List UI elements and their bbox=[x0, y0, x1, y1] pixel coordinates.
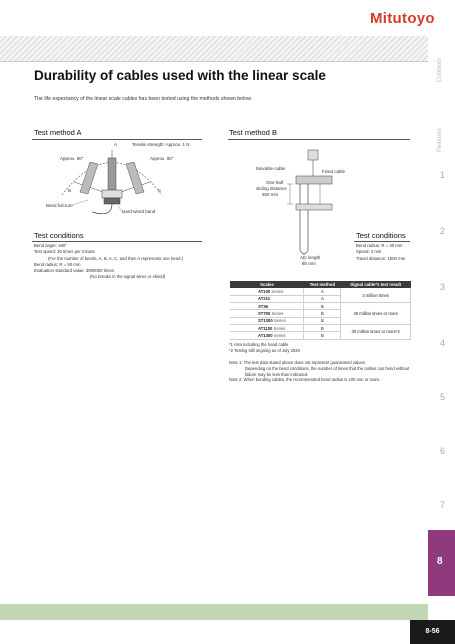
scale-cell: AT1300 Series bbox=[230, 332, 304, 339]
method-a-heading: Test method A bbox=[34, 128, 82, 137]
method-b-conditions-heading: Test conditions bbox=[356, 231, 406, 240]
note-line: Depending on the bend conditions, the number of times that the cables can bend without bbox=[245, 365, 410, 371]
condition-line: Bend angle: ±90° bbox=[34, 243, 67, 248]
method-a-conditions bbox=[34, 243, 183, 281]
condition-line: Speed: 2 m/s bbox=[356, 249, 382, 255]
footnote: *2 Testing still ongoing as of July 2020 bbox=[229, 347, 300, 353]
method-cell: B bbox=[304, 332, 341, 339]
method-b-label-movable: Movable cable bbox=[256, 166, 286, 171]
method-b-conditions bbox=[356, 243, 405, 262]
condition-line: Travel distance: 1000 mm bbox=[356, 255, 406, 261]
scale-cell: ST36 bbox=[230, 303, 304, 310]
method-cell: A bbox=[304, 295, 341, 302]
scale-cell: AT211 bbox=[230, 295, 304, 302]
note-line: failure may be less than indicated. bbox=[245, 371, 309, 377]
page-title: Durability of cables used with the linear scale bbox=[34, 68, 326, 83]
method-a-conditions-rule bbox=[32, 241, 202, 242]
note-line: Note 1: The test data stated above does not represent guaranteed values. bbox=[229, 360, 367, 365]
method-a-conditions-heading: Test conditions bbox=[34, 231, 84, 240]
chapter-sidebar bbox=[428, 0, 455, 644]
scale-cell: ST1300 Series bbox=[230, 317, 304, 324]
header-band bbox=[0, 36, 428, 62]
method-b-label-half-2: sliding distance bbox=[256, 186, 287, 191]
table-row bbox=[230, 324, 411, 331]
method-a-label-tensile: Tensile strength: Approx. 1 N bbox=[132, 142, 190, 147]
condition-line: Test speed: 30 times per minute bbox=[34, 249, 95, 255]
method-a-label-b: B bbox=[68, 188, 72, 193]
method-cell: B bbox=[304, 303, 341, 310]
brand-logo: Mitutoyo bbox=[370, 10, 435, 27]
sidebar-chapter-7[interactable]: 7 bbox=[440, 500, 446, 510]
sidebar-features-tab[interactable]: Features bbox=[437, 128, 443, 152]
method-cell: B bbox=[304, 317, 341, 324]
sidebar-contents-tab[interactable]: Contents bbox=[437, 57, 443, 82]
scale-cell: ST700 Series bbox=[230, 310, 304, 317]
condition-line: Evaluation standard value: 3000000 times bbox=[34, 268, 115, 274]
table-header: Test method bbox=[304, 281, 341, 288]
sidebar-chapter-3[interactable]: 3 bbox=[440, 282, 446, 292]
condition-line: Bend radius: R = 40 mm bbox=[356, 243, 403, 248]
method-a-diagram bbox=[32, 140, 212, 230]
sidebar-chapter-2[interactable]: 2 bbox=[440, 226, 446, 236]
durability-table bbox=[230, 281, 411, 340]
method-b-label-arc-1: Arc length bbox=[300, 255, 321, 260]
footer-stripe bbox=[0, 604, 428, 620]
table-header-row bbox=[230, 281, 411, 288]
method-a-label-band: Hard-wired band bbox=[122, 209, 156, 214]
method-a-label-c: C bbox=[158, 188, 162, 193]
sidebar-chapter-5[interactable]: 5 bbox=[440, 392, 446, 402]
scale-cell: AT1100 Series bbox=[230, 324, 304, 331]
sidebar-chapter-6[interactable]: 6 bbox=[440, 446, 446, 456]
table-header: Signal cable*1 test result bbox=[341, 281, 411, 288]
sidebar-chapter-4[interactable]: 4 bbox=[440, 338, 446, 348]
footnotes bbox=[229, 342, 300, 354]
method-b-diagram bbox=[250, 140, 370, 270]
condition-line: (No breaks in the signal wires or shield) bbox=[90, 274, 166, 280]
note-line: Note 2: When bending cables, the recommended bend radius is 100 mm or more. bbox=[229, 377, 381, 383]
condition-line: Bend radius: R = 50 mm bbox=[34, 261, 81, 267]
method-b-label-half-3: 500 mm bbox=[262, 192, 279, 197]
method-a-label-a: A bbox=[114, 142, 118, 147]
table-header: Scales bbox=[230, 281, 304, 288]
method-b-heading: Test method B bbox=[229, 128, 277, 137]
method-a-label-approx-left: Approx. 90° bbox=[60, 156, 84, 161]
method-cell: A bbox=[304, 288, 341, 295]
method-b-conditions-rule bbox=[354, 241, 410, 242]
sidebar-chapter-8-label: 8 bbox=[437, 556, 443, 567]
result-cell: 30 million times or more*2 bbox=[341, 324, 411, 339]
notes bbox=[229, 360, 409, 383]
method-a-label-fulcrum: Bend fulcrum bbox=[46, 203, 73, 208]
result-cell: 40 million times or more bbox=[341, 303, 411, 325]
sidebar-chapter-1[interactable]: 1 bbox=[440, 170, 446, 180]
method-b-label-half-1: One half bbox=[266, 180, 284, 185]
sidebar-chapter-8-active[interactable] bbox=[428, 530, 455, 596]
method-b-label-fixed: Fixed cable bbox=[322, 169, 346, 174]
method-a-label-approx-right: Approx. 90° bbox=[150, 156, 174, 161]
scale-cell: AT100 Series bbox=[230, 288, 304, 295]
method-cell: B bbox=[304, 310, 341, 317]
condition-line: (For the number of bends, A, B, A, C, and then A represents one bend.) bbox=[48, 255, 184, 261]
table-row bbox=[230, 288, 411, 295]
method-cell: B bbox=[304, 324, 341, 331]
method-b-label-arc-2: 80 mm bbox=[302, 261, 316, 266]
result-cell: 3 million times bbox=[341, 288, 411, 303]
footnote: *1 Also including the head cable bbox=[229, 342, 289, 347]
intro-text: The life expectancy of the linear scale cables has been tested using the methods shown below. bbox=[34, 96, 253, 102]
table-row bbox=[230, 303, 411, 310]
page-number: 8-56 bbox=[410, 620, 455, 644]
